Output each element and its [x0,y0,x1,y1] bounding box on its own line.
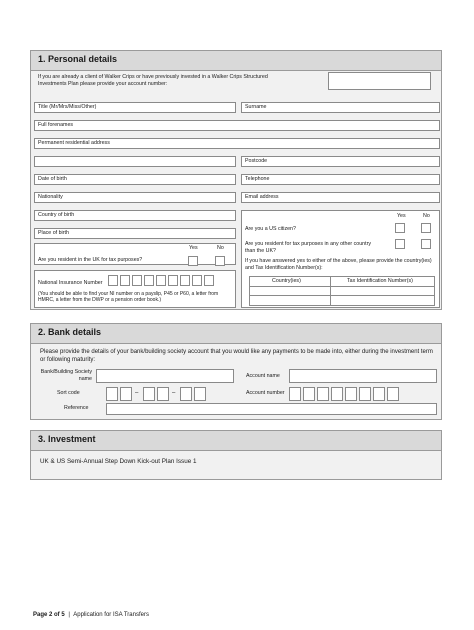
account-number-digit-6[interactable] [359,387,371,401]
uk-resident-no-label: No [217,245,224,251]
ni-digit-6[interactable] [168,275,178,286]
uk-resident-no-checkbox[interactable] [215,256,225,266]
account-number-digit-4[interactable] [331,387,343,401]
ni-digit-7[interactable] [180,275,190,286]
uk-resident-question: Are you resident in the UK for tax purposes? [38,257,143,263]
dob-label: Date of birth [38,176,67,182]
account-number-digit-2[interactable] [303,387,315,401]
uk-resident-yes-label: Yes [189,245,198,251]
telephone-label: Telephone [245,176,270,182]
bank-name-label: Bank/Building Society name [40,369,92,382]
investment-title: 3. Investment [38,434,96,444]
ni-digit-9[interactable] [204,275,214,286]
country-cell-1[interactable] [250,287,331,296]
us-no-label: No [423,213,430,219]
sort-code-digit-6[interactable] [194,387,206,401]
reference-field[interactable] [106,403,437,415]
bank-details-title: 2. Bank details [38,327,102,337]
postcode-label: Postcode [245,158,268,164]
tin-cell-2[interactable] [331,296,435,305]
ni-digit-3[interactable] [132,275,142,286]
forenames-label: Full forenames [38,122,74,128]
reference-label: Reference [64,405,89,411]
bank-intro-text: Please provide the details of your bank/building society account that you would like any payments to be made into, either during the investment term or following maturity: [40,349,433,363]
account-number-digit-1[interactable] [289,387,301,401]
email-label: Email address [245,194,279,200]
ni-note: (You should be able to find your NI number on a payslip, P45 or P60, a letter from HMRC, a letter from the DWP or a pension order book.) [38,291,219,304]
account-number-digit-5[interactable] [345,387,357,401]
ni-label: National Insurance Number [38,280,103,286]
postcode-field[interactable] [241,156,440,167]
tax-id-table [249,276,435,306]
client-intro-text: If you are already a client of Walker Crips or have previously invested in a Walker Crips Structured Investments Plan please provide your account number: [38,74,268,87]
surname-label: Surname [245,104,267,110]
us-citizen-yes-checkbox[interactable] [395,223,405,233]
account-number-digit-3[interactable] [317,387,329,401]
sort-code-digit-2[interactable] [120,387,132,401]
page-number: Page 2 of 5 [33,612,65,618]
tin-col-header: Tax Identification Number(s) [331,277,435,287]
ni-digit-5[interactable] [156,275,166,286]
investment-plan-name: UK & US Semi-Annual Step Down Kick-out Plan Issue 1 [40,458,197,465]
ni-digit-1[interactable] [108,275,118,286]
title-field[interactable] [34,102,236,113]
us-citizen-no-checkbox[interactable] [421,223,431,233]
sort-code-digit-1[interactable] [106,387,118,401]
address-field[interactable] [34,138,440,149]
telephone-field[interactable] [241,174,440,185]
country-of-birth-label: Country of birth [38,212,75,218]
account-name-label: Account name [246,373,280,379]
footer-doc-title: Application for ISA Transfers [73,612,149,618]
title-label: Title (Mr/Mrs/Miss/Other) [38,104,97,110]
sort-code-dash-1: – [135,390,139,396]
country-col-header: Country(ies) [250,277,331,287]
us-citizen-question: Are you a US citizen? [245,226,296,232]
ni-digit-4[interactable] [144,275,154,286]
sort-code-label: Sort code [57,390,80,396]
sort-code-digit-5[interactable] [180,387,192,401]
personal-details-title: 1. Personal details [38,54,118,64]
surname-field[interactable] [241,102,440,113]
sort-code-dash-2: – [172,390,176,396]
account-name-field[interactable] [289,369,437,383]
account-number-digit-7[interactable] [373,387,385,401]
dob-field[interactable] [34,174,236,185]
nationality-field[interactable] [34,192,236,203]
account-number-label: Account number [246,390,285,396]
address-label: Permanent residential address [38,140,110,146]
investment-section [30,430,442,480]
ni-digit-8[interactable] [192,275,202,286]
other-resident-question: Are you resident for tax purposes in any other country than the UK? [245,241,372,254]
bank-name-field[interactable] [96,369,234,383]
country-cell-2[interactable] [250,296,331,305]
forenames-field[interactable] [34,120,440,131]
other-resident-no-checkbox[interactable] [421,239,431,249]
address-line-2-field[interactable] [34,156,236,167]
investment-header [31,431,441,451]
nationality-label: Nationality [38,194,63,200]
bank-details-header [31,324,441,344]
sort-code-digit-4[interactable] [157,387,169,401]
place-of-birth-label: Place of birth [38,230,69,236]
place-of-birth-field[interactable] [34,228,236,239]
sort-code-digit-3[interactable] [143,387,155,401]
email-field[interactable] [241,192,440,203]
bank-details-section [30,323,442,420]
personal-details-header [31,51,441,71]
country-of-birth-field[interactable] [34,210,236,221]
account-number-digit-8[interactable] [387,387,399,401]
ni-digit-2[interactable] [120,275,130,286]
footer-separator: | [68,612,70,618]
uk-resident-panel [34,243,236,265]
answered-yes-note: If you have answered yes to either of the above, please provide the country(ies) and Tax Identification Number(s): [245,258,432,271]
uk-resident-yes-checkbox[interactable] [188,256,198,266]
personal-details-section [30,50,442,310]
us-yes-label: Yes [397,213,406,219]
page-footer [33,612,149,618]
other-resident-yes-checkbox[interactable] [395,239,405,249]
account-number-field[interactable] [328,72,431,90]
tin-cell-1[interactable] [331,287,435,296]
